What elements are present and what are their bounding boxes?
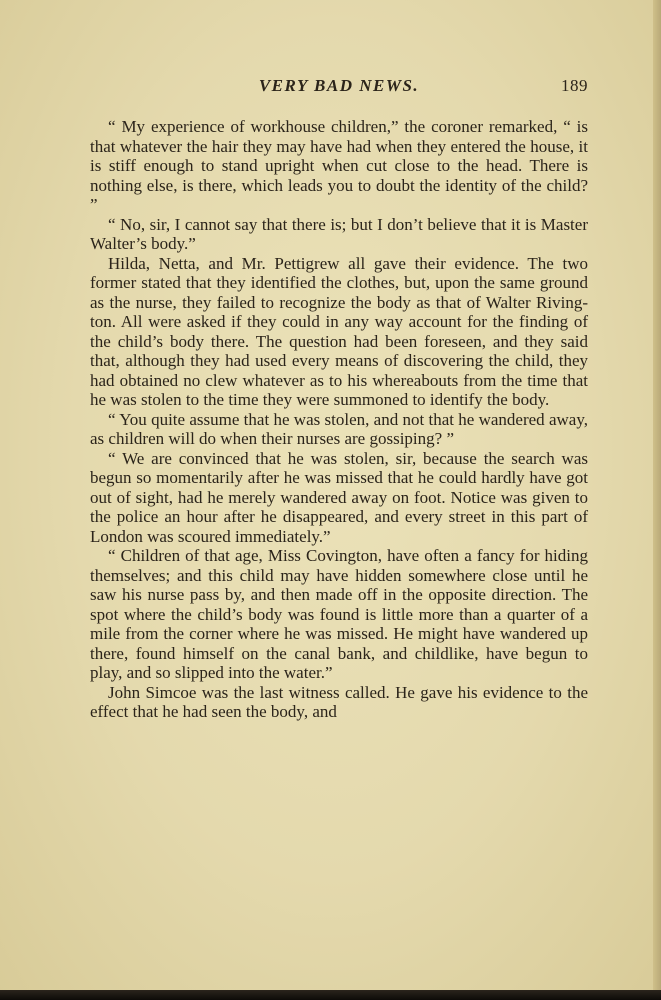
paragraph: “ You quite assume that he was stolen, and not that he wandered away, as children will do when their nurses are gossiping? ” [90,409,588,448]
page-edge [653,0,661,1000]
paragraph: Hilda, Netta, and Mr. Pettigrew all gave their evidence. The two former stated that they identified the clothes, but, upon the same ground as the nurse, they failed to recognize the body as that of Walter Rivington. All were asked if they could in any way account for the finding of the child’s body there. The question had been foreseen, and they said that, although they had used every means of discovering the child, they had obtained no clew whatever as to his whereabouts from the time that he was stolen to the time they were summoned to identify the body. [90,253,588,409]
running-head-title: VERY BAD NEWS. [258,76,420,95]
paragraph: “ We are convinced that he was stolen, sir, because the search was begun so momentarily after he was missed that he could hardly have got out of sight, had he merely wandered away on foot. Notice was given to the police an hour after he disappeared, and every street in this part of London was scoured immediately.” [90,448,588,546]
paragraph: “ My experience of workhouse children,” the coroner remarked, “ is that whatever the hair they may have had when they entered the house, it is stiff enough to stand upright when cut close to the head. There is nothing else, is there, which leads you to doubt the identity of the child? ” [90,117,588,214]
paragraph: “ No, sir, I cannot say that there is; but I don’t believe that it is Master Walter’s body.” [90,214,588,253]
paragraph: “ Children of that age, Miss Covington, have often a fancy for hiding themselves; and this child may have hidden somewhere close until he saw his nurse pass by, and then made off in the opposite direction. The spot where the child’s body was found is little more than a quarter of a mile from the corner where he was missed. He might have wandered up there, found himself on the canal bank, and childlike, have begun to play, and so slipped into the water.” [90,546,588,682]
running-head [90,76,588,102]
scan-bottom-edge [0,990,661,1000]
body-text [90,117,588,722]
paragraph: John Simcoe was the last witness called. He gave his evidence to the effect that he had seen the body, and [90,682,588,721]
page-number: 189 [561,76,588,95]
